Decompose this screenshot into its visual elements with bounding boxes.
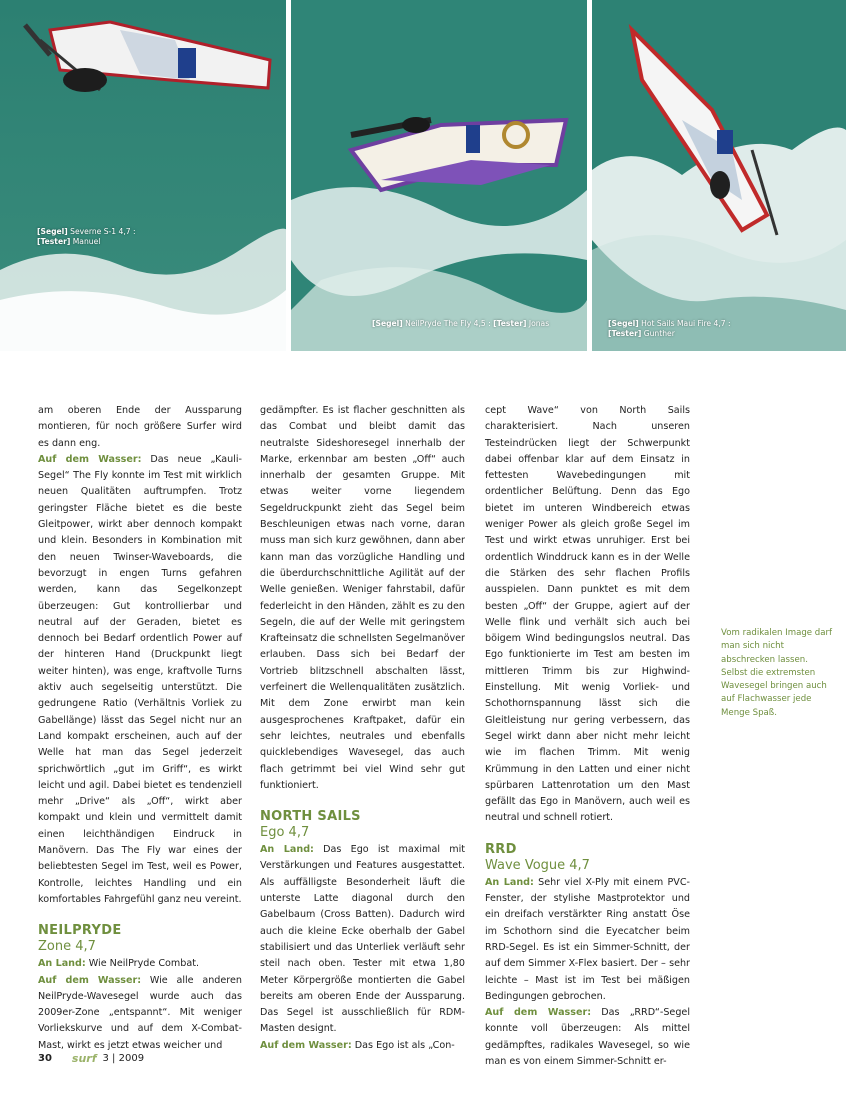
magazine-logo: surf bbox=[71, 1052, 97, 1065]
text-column-1 bbox=[38, 403, 242, 1054]
lead-label: Auf dem Wasser: bbox=[38, 453, 142, 465]
brand-heading-rrd: RRD bbox=[485, 841, 517, 857]
lead-label: An Land: bbox=[485, 876, 534, 888]
page-footer bbox=[38, 1052, 144, 1065]
lead-label: Auf dem Wasser: bbox=[38, 974, 142, 986]
brand-heading-neilpryde: NEILPRYDE bbox=[38, 923, 122, 939]
paragraph: am oberen Ende der Aussparung montieren, für noch größere Surfer wird es dann eng. bbox=[38, 405, 242, 449]
issue-label: 3 | 2009 bbox=[102, 1053, 145, 1064]
caption-photo-2: [Segel] NeilPryde The Fly 4,5 : [Tester] Jonas bbox=[372, 319, 550, 328]
paragraph: Auf dem Wasser: Das „RRD“-Segel konnte voll überzeugen: Als mittel gedämpftes, radikales Wavesegel, so wie man es von einem Simmer-Schnitt er- bbox=[485, 1007, 690, 1067]
lead-label: Auf dem Wasser: bbox=[260, 1039, 352, 1051]
text-column-3 bbox=[485, 403, 690, 1070]
model-heading-ego: Ego 4,7 bbox=[260, 825, 310, 841]
paragraph: gedämpfter. Es ist flacher geschnitten als das Combat und bleibt damit das neutralste Sideshoresegel innerhalb der Marke, erkennbar am besten „Off“ auch innerhalb der gesamten Gruppe. Mit etwas weiter vorne liegendem Segeldruckpunkt zieht das Segel beim Beschleunigen etwas nach vorne, daran muss man sich kurz gewöhnen, dann aber kann man das vorzügliche Handling und die überdurchschnittliche Agilität auf der Welle genießen. Weniger fahrstabil, dafür federleicht in den Händen, zählt es zu den Segeln, die auf der Welle mit geringstem Krafteinsatz die schnellsten Segelmanöver erlauben. Dass sich bei Bedarf der Vortrieb blitzschnell abschalten lässt, verfeinert die Wellenqualitäten zusätzlich. Mit dem Zone erwirbt man kein ausgesprochenes Kraftpaket, dafür ein sehr leichtes, neutrales und ebenfalls quicklebendiges Wavesegel, das auch flach getrimmt bei viel Wind sehr gut funktioniert. bbox=[260, 405, 465, 791]
paragraph: An Land: Sehr viel X-Ply mit einem PVC-Fenster, der stylishe Mastprotektor und ein dreifach verstärkter Ring anstatt Öse im Schothorn sind die Eyecatcher beim RRD-Segel. Es ist ein Simmer-Schnitt, der auf dem Simmer X-Flex basiert. Der – sehr leichte – Mast ist im Test bei mäßigen Bedingungen gebrochen. bbox=[485, 876, 690, 1002]
paragraph: cept Wave“ von North Sails charakterisiert. Nach unseren Testeindrücken liegt der Schwerpunkt dabei offenbar klar auf dem Einsatz in fettesten Wavebedingungen mit ordentlicher Belüftung. Denn das Ego bietet im unteren Windbereich etwas weniger Power als gleich große Segel im Test und wirkt etwas unruhiger. Erst bei ordentlich Winddruck kann es in der Welle die Stärken des sehr flachen Profils ausspielen. Dann punktet es mit dem besten „Off“ der Gruppe, agiert auf der Welle flink und verhält sich auch bei böigem Wind bedingungslos neutral. Das Ego funktionierte im Test am besten im mittleren Trimm bis zur Highwind-Einstellung. Mit wenig Vorliek- und Schothornspannung lässt sich die Gleitleistung nur gering verbessern, das Segel wirkt dann aber nicht mehr leicht wie im flachen Trimm. Mit wenig Krümmung in den Latten und einer nicht spürbaren Lattenrotation um den Mast gefällt das Ego in Manövern, auch weil es neutral und schnell rotiert. bbox=[485, 405, 690, 824]
photo-hotsails bbox=[592, 0, 846, 351]
photo-severne-image bbox=[0, 0, 286, 351]
lead-label: Auf dem Wasser: bbox=[485, 1007, 592, 1019]
caption-photo-1: [Segel] Severne S-1 4,7 : [Tester] Manuel bbox=[37, 227, 136, 246]
side-note: Vom radikalen Image darf man sich nicht abschrecken lassen. Selbst die extremsten Wavesegel bringen auch auf Flachwasser jede Menge Spaß. bbox=[721, 628, 833, 718]
paragraph: Auf dem Wasser: Das Ego ist als „Con- bbox=[260, 1039, 455, 1051]
paragraph: An Land: Wie NeilPryde Combat. bbox=[38, 958, 200, 970]
paragraph: An Land: Das Ego ist maximal mit Verstärkungen und Features ausgestattet. Als auffälligste Besonderheit läuft die unterste Latte diagonal durch den Gabelbaum (Cross Batten). Dadurch wird auch die kleine Ecke oberhalb der Gabel stabilisiert und das Unterliek verläuft sehr steil nach oben. Tester mit etwa 1,80 Meter Körpergröße montierten die Gabel bereits am oberen Ende der Aussparung. Das Segel ist ausschließlich für RDM-Masten designt. bbox=[260, 844, 465, 1035]
caption-photo-3: [Segel] Hot Sails Maui Fire 4,7 : [Tester] Gunther bbox=[608, 319, 731, 338]
model-heading-zone: Zone 4,7 bbox=[38, 939, 96, 955]
photo-neilpryde bbox=[291, 0, 587, 351]
photo-hotsails-image bbox=[592, 0, 846, 351]
brand-heading-north-sails: NORTH SAILS bbox=[260, 809, 361, 825]
paragraph: Auf dem Wasser: Wie alle anderen NeilPryde-Wavesegel wurde auch das 2009er-Zone „entspannt“. Mit weniger Vorliekskurve und auf dem X-Combat-Mast, wirkt es jetzt etwas weicher und bbox=[38, 974, 242, 1051]
page-number: 30 bbox=[38, 1053, 52, 1064]
lead-label: An Land: bbox=[260, 844, 314, 856]
paragraph: Auf dem Wasser: Das neue „Kauli-Segel“ The Fly konnte im Test mit wirklich neuen Qualitäten auftrumpfen. Trotz geringster Fläche bietet es die beste Gleitpower, wirkt aber dennoch kompakt und klein. Besonders in Kombination mit den neuen Twinser-Waveboards, die bevorzugt in engen Turns gefahren werden, kann das Segelkonzept überzeugen: Gut kontrollierbar und neutral auf der Geraden, bietet es dennoch bei Bedarf ordentlich Power auf der hinteren Hand (Druckpunkt liegt weiter hinten), was enge, kraftvolle Turns aktiv auch segelseitig unterstützt. Die gedrungene Ratio (Verhältnis Vorliek zu Gabellänge) lässt das Segel nicht nur an Land kompakt erscheinen, auch auf der Welle hat man das Segel jederzeit sprichwörtlich „gut im Griff“, es wirkt leicht und agil. Dabei bietet es tendenziell mehr „Drive“ als „Off“, wirkt aber kompakt und klein und vermittelt damit einen leichthändigen Eindruck in Manövern. Das The Fly war eines der beliebtesten Segel im Test, weil es Power, Kontrolle, leichtes Handling und ein komfortables Fahrgefühl ganz neu vereint. bbox=[38, 453, 242, 905]
text-column-2 bbox=[260, 403, 465, 1054]
model-heading-wave-vogue: Wave Vogue 4,7 bbox=[485, 857, 590, 873]
lead-label: An Land: bbox=[38, 958, 86, 970]
photo-severne bbox=[0, 0, 286, 351]
photo-neilpryde-image bbox=[291, 0, 587, 351]
